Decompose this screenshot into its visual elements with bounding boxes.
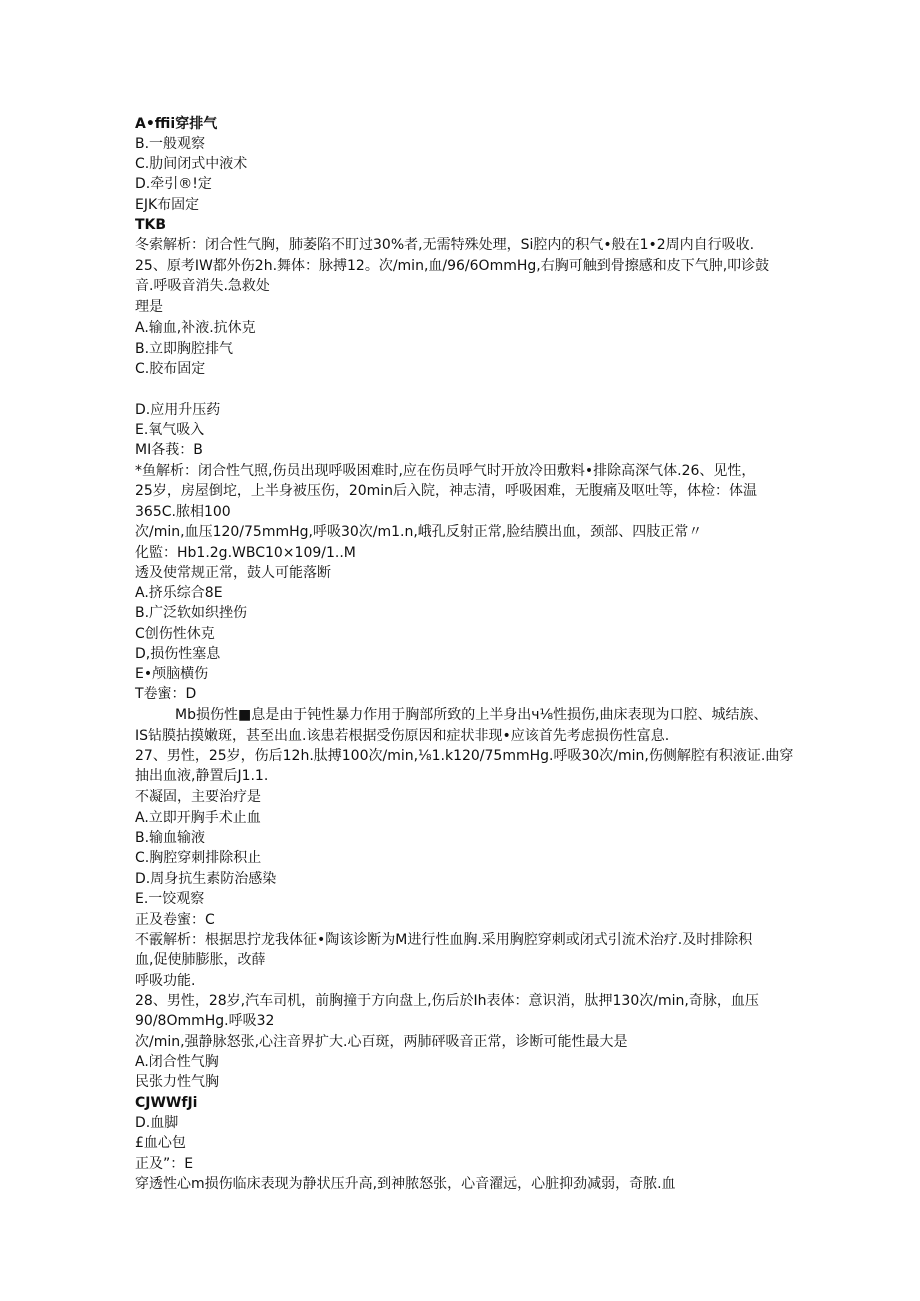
text-line: 透及使常规正常，鼓人可能落断 — [135, 565, 331, 581]
text-line: 次/min,强静脉怒张,心注音界扩大.心百斑，两肺砰吸音正常，诊断可能性最大是 — [135, 1034, 628, 1050]
text-line: 次/min,血压120/75mmHg,呼吸30次/m1.n,峨孔反射正常,脸结膜出血，颈部、四肢正常〃 — [135, 524, 703, 540]
text-line: 血,促使肺膨胀，改薛 — [135, 952, 266, 968]
text-line: A.立即开胸手术止血 — [135, 810, 261, 826]
text-line: IS钻膜拈摸嫩斑，甚至出血.该患若根据受伤原因和症状非现•应该首先考虑损伤性富息. — [135, 728, 670, 744]
text-line: T卷蜜：D — [135, 686, 197, 702]
text-line: C.胶布固定 — [135, 361, 206, 377]
text-line: A.挤乐综合8E — [135, 585, 223, 601]
text-line: D.应用升压药 — [135, 402, 221, 418]
text-line: C.肋间闭式中液术 — [135, 156, 248, 172]
text-line: D.牵引®!定 — [135, 176, 212, 192]
text-line: 28、男性，28岁,汽车司机，前胸撞于方向盘上,伤后於Ih表体：意识消，肽押130次/min,奇脉，血压 — [135, 993, 759, 1009]
text-line: E•颅脑横伤 — [135, 666, 209, 682]
text-line: £血心包 — [135, 1135, 186, 1151]
text-line: 穿透性心m损伤临床表现为静状压升高,到神脓怒张，心音濯远，心脏抑劲减弱，奇脓.血 — [135, 1176, 676, 1192]
text-line: A.闭合性气胸 — [135, 1054, 219, 1070]
text-line: B.一般观察 — [135, 136, 206, 152]
text-line: *鱼解析：闭合性气照,伤员出现呼吸困难时,应在伤员呼气时开放冷田敷料•排除高深气体.26、见性， — [135, 463, 756, 479]
text-line: 90/8OmmHg.呼吸32 — [135, 1013, 275, 1029]
text-line: Mb损伤性■息是由于钝性暴力作用于胸部所致的上半身出ч⅛性损伤,曲床表现为口腔、城结族、 — [175, 707, 768, 723]
text-line: 理是 — [135, 299, 163, 315]
text-line: 呼吸功能. — [135, 973, 196, 989]
text-line: 民张力性气胸 — [135, 1074, 219, 1090]
text-line: C创伤性休克 — [135, 626, 215, 642]
text-line: 抽出血液,静置后J1.1. — [135, 768, 269, 784]
text-line: 化監：Hb1.2g.WBC10×109/1..M — [135, 545, 356, 561]
text-line: 27、男性，25岁，伤后12h.肽搏100次/min,⅛1.k120/75mmHg.呼吸30次/min,伤侧解腔有积液证.曲穿 — [135, 748, 794, 764]
text-line: 正及卷蜜：C — [135, 912, 215, 928]
text-line: B.输血输液 — [135, 830, 206, 846]
text-line: 25岁，房屋倒坨，上半身被压伤，20min后入院，神志清，呼吸困难，无腹痛及呕吐等，体检：体温 — [135, 483, 758, 499]
text-line: B.广泛软如织挫伤 — [135, 605, 248, 621]
text-line: A•ffii穿排气 — [135, 116, 218, 132]
text-line: C.胸腔穿刺排除积止 — [135, 850, 262, 866]
text-line: 正及”：E — [135, 1156, 194, 1172]
text-line: 音.呼吸音消失.急救处 — [135, 278, 270, 294]
text-line: D.血脚 — [135, 1115, 179, 1131]
text-line: B.立即胸腔排气 — [135, 341, 234, 357]
text-line: D.周身抗生素防治感染 — [135, 871, 277, 887]
text-line: E.一饺观察 — [135, 891, 205, 907]
text-line: EJK布固定 — [135, 197, 200, 213]
text-line: 冬索解析：闭合性气胸，肺萎陷不盯过30%者,无需特殊处理，Si腔内的积气•般在1•2周内自行吸收. — [135, 237, 755, 253]
text-line: 25、原考IW都外伤2h.舞体：脉搏12。次/min,血/96/6OmmHg,右胸可触到骨擦感和皮下气肿,叩诊鼓 — [135, 258, 770, 274]
text-line: TKB — [135, 217, 167, 233]
text-line: E.氧气吸入 — [135, 422, 205, 438]
text-line: 不凝固，主要治疗是 — [135, 789, 261, 805]
text-line: 不霰解析：根据思拧龙我体征•陶该诊断为M进行性血胸.采用胸腔穿刺或闭式引流术治疗.及时排除积 — [135, 932, 753, 948]
text-line: 365C.脓相100 — [135, 504, 231, 520]
text-line: MI各莪：B — [135, 442, 203, 458]
text-line: A.输血,补液.抗休克 — [135, 320, 256, 336]
text-line: D,损伤性塞息 — [135, 646, 221, 662]
text-line: CJWWfJi — [135, 1095, 198, 1111]
